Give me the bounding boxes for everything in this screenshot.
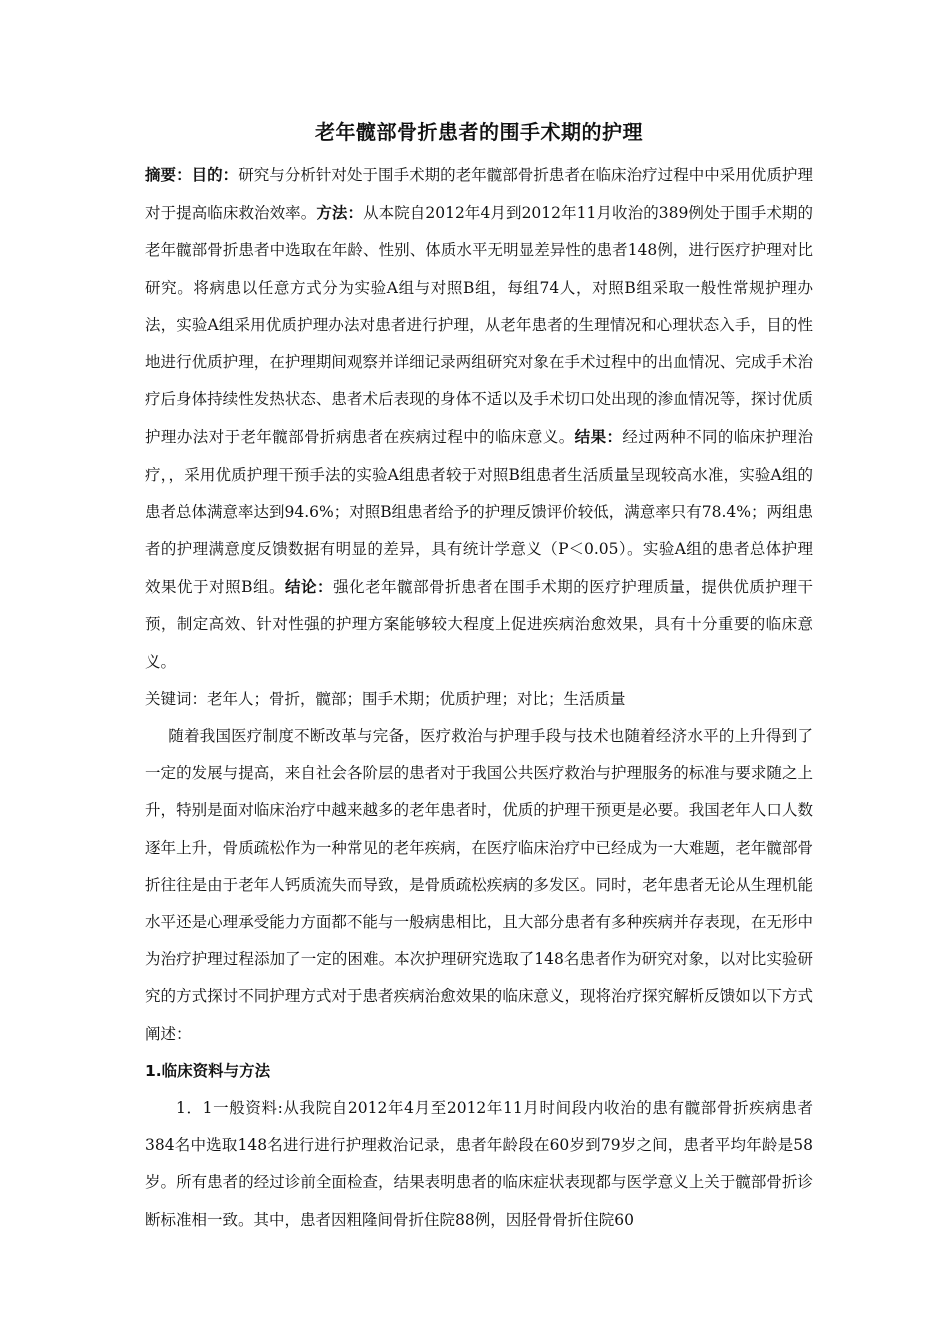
purpose-text: 研究与分析针对处于围手术期的老年髋部骨折患者在临床治疗过程中中采用优质护理对于提高临床救治效率。 xyxy=(145,166,813,223)
section-1-1-paragraph: 1．1一般资料:从我院自2012年4月至2012年11月时间段内收治的患有髋部骨折疾病患者384名中选取148名进行进行护理救治记录，患者年龄段在60岁到79岁之间，患者平均年龄是58岁。所有患者的经过诊前全面检查，结果表明患者的临床症状表现都与医学意义上关于髋部骨折诊断标准相一致。其中，患者因粗隆间骨折住院88例，因胫骨骨折住院60 xyxy=(145,1099,813,1229)
section-heading: 1.临床资料与方法 xyxy=(145,1061,271,1080)
document-page xyxy=(145,118,813,1239)
abstract-label: 摘要： xyxy=(145,165,192,184)
conclusion-text: 强化老年髋部骨折患者在围手术期的医疗护理质量，提供优质护理干预，制定高效、针对性强的护理方案能够较大程度上促进疾病治愈效果，具有十分重要的临床意义。 xyxy=(145,578,813,671)
conclusion-label: 结论： xyxy=(285,577,334,597)
abstract xyxy=(145,156,813,681)
paper-title: 老年髋部骨折患者的围手术期的护理 xyxy=(315,120,643,144)
method-text: 从本院自2012年4月到2012年11月收治的389例处于围手术期的老年髋部骨折患者中选取在年龄、性别、体质水平无明显差异性的患者148例，进行医疗护理对比研究。将病患以任意方式分为实验A组与对照B组，每组74人，对照B组采取一般性常规护理办法，实验A组采用优质护理办法对患者进行护理，从老年患者的生理情况和心理状态入手，目的性地进行优质护理，在护理期间观察并详细记录两组研究对象在手术过程中的出血情况、完成手术治疗后身体持续性发热状态、患者术后表现的身体不适以及手术切口处出现的渗血情况等，探讨优质护理办法对于老年髋部骨折病患者在疾病过程中的临床意义。 xyxy=(145,204,813,447)
introduction-paragraph: 随着我国医疗制度不断改革与完备，医疗救治与护理手段与技术也随着经济水平的上升得到了一定的发展与提高，来自社会各阶层的患者对于我国公共医疗救治与护理服务的标准与要求随之上升，特别是面对临床治疗中越来越多的老年患者时，优质的护理干预更是必要。我国老年人口人数逐年上升，骨质疏松作为一种常见的老年疾病，在医疗临床治疗中已经成为一大难题，老年髋部骨折往往是由于老年人钙质流失而导致，是骨质疏松疾病的多发区。同时，老年患者无论从生理机能水平还是心理承受能力方面都不能与一般病患相比，且大部分患者有多种疾病并存表现，在无形中为治疗护理过程添加了一定的困难。本次护理研究选取了148名患者作为研究对象，以对比实验研究的方式探讨不同护理方式对于患者疾病治愈效果的临床意义，现将治疗探究解析反馈如以下方式阐述： xyxy=(145,727,813,1043)
result-label: 结果： xyxy=(574,427,623,447)
method-label: 方法： xyxy=(316,203,364,223)
keywords: 关键词：老年人；骨折，髋部；围手术期；优质护理；对比；生活质量 xyxy=(145,689,626,708)
purpose-label: 目的： xyxy=(191,165,239,184)
result-text: 经过两种不同的临床护理治疗，，采用优质护理干预手法的实验A组患者较于对照B组患者生活质量呈现较高水准，实验A组的患者总体满意率达到94.6%；对照B组患者给予的护理反馈评价较低，满意率只有78.4%；两组患者的护理满意度反馈数据有明显的差异，具有统计学意义（P＜0.05）。实验A组的患者总体护理效果优于对照B组。 xyxy=(145,428,813,597)
